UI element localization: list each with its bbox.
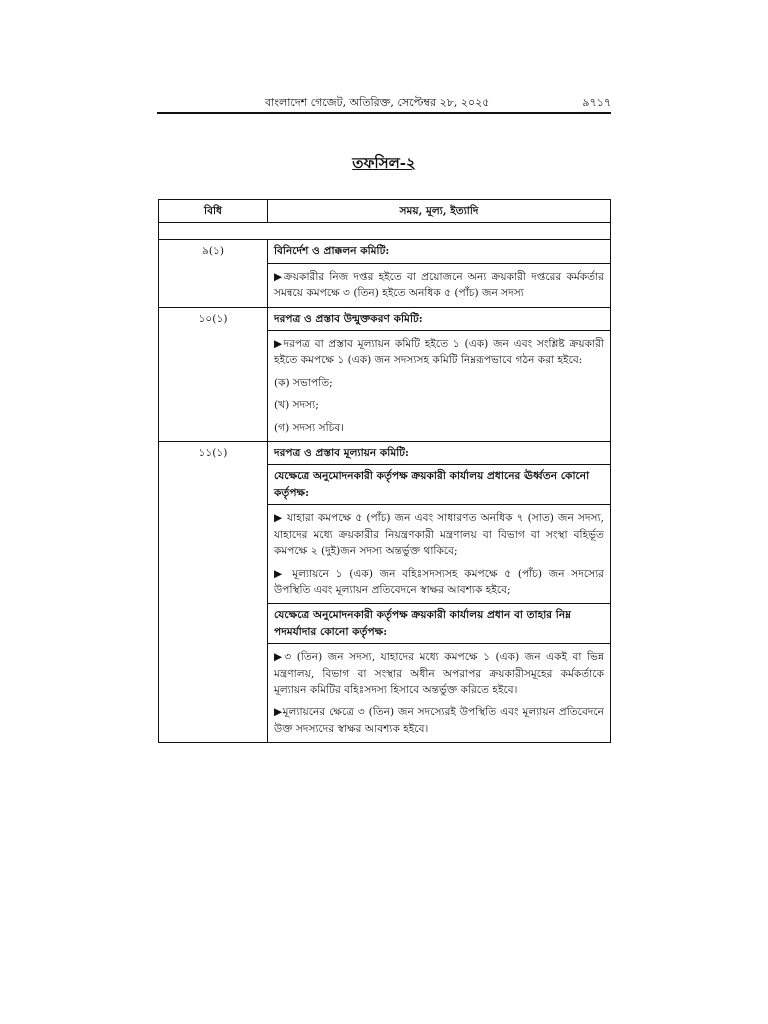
row-content [268,263,611,307]
content-line: ▶দরপত্র বা প্রস্তাব মূল্যায়ন কমিটি হইতে ১ (এক) জন এবং সংশ্লিষ্ট ক্রয়কারী হইতে কমপক্ষে ১ (এক) জন সদস্যসহ কমিটি নিম্নরূপভাবে গঠন করা হইবে: [274,338,604,367]
content-line: ▶ক্রয়কারীর নিজ দপ্তর হইতে বা প্রয়োজনে অন্য ক্রয়কারী দপ্তরের কর্মকর্তার সমন্বয়ে কমপক্ষে ৩ (তিন) হইতে অনধিক ৫ (পাঁচ) জন সদস্য [274,270,604,300]
rule-number: ১০(১) [159,307,268,441]
row-content [268,331,611,442]
row-heading: দরপত্র ও প্রস্তাব মূল্যায়ন কমিটি: [268,442,611,465]
column-header-details: সময়, মূল্য, ইত্যাদি [268,200,611,223]
sub-heading: যেক্ষেত্রে অনুমোদনকারী কর্তৃপক্ষ ক্রয়কারী কার্যালয় প্রধান বা তাহার নিম্ন পদমর্যাদার কোনো কর্তৃপক্ষ: [268,604,611,644]
content-line: ▶ যাহারা কমপক্ষে ৫ (পাঁচ) জন এবং সাধারণত অনধিক ৭ (সাত) জন সদস্য, যাহাদের মধ্যে ক্রয়কারীর নিয়ন্ত্রণকারী মন্ত্রণালয় বা বিভাগ বা সংস্থা বহির্ভূত কমপক্ষে ২ (দুই)জন সদস্য অন্তর্ভুক্ত থাকিবে; [274,512,604,558]
content-line: ▶মূল্যায়নের ক্ষেত্রে ৩ (তিন) জন সদস্যেরই উপস্থিতি এবং মূল্যায়ন প্রতিবেদনে উক্ত সদস্যদের স্বাক্ষর আবশ্যক হইবে। [274,706,604,735]
row-heading: দরপত্র ও প্রস্তাব উন্মুক্তকরণ কমিটি: [268,307,611,330]
table-row [159,442,611,465]
table-row [159,307,611,330]
content-line: (খ) সদস্য; [274,399,319,412]
column-header-rule: বিধি [159,200,268,223]
row-content [268,505,611,604]
schedule-title-text: তফসিল-২ [352,154,416,172]
schedule-table [158,199,611,743]
row-content [268,644,611,743]
sub-heading: যেক্ষেত্রে অনুমোদনকারী কর্তৃপক্ষ ক্রয়কারী কার্যালয় প্রধানের ঊর্ধ্বতন কোনো কর্তৃপক্ষ: [268,465,611,505]
rule-number: ৯(১) [159,240,268,307]
content-line: ▶ মূল্যায়নে ১ (এক) জন বহিঃসদস্যসহ কমপক্ষে ৫ (পাঁচ) জন সদস্যের উপস্থিতি এবং মূল্যায়ন প্রতিবেদনে স্বাক্ষর আবশ্যক হইবে; [274,567,604,596]
content-line: (গ) সদস্য সচিব। [274,421,345,434]
page-number: ৯৭১৭ [582,96,611,109]
spacer-cell [159,223,611,240]
table-header-row [159,200,611,223]
row-heading: বিনির্দেশ ও প্রাক্কলন কমিটি: [268,240,611,263]
content-line: ▶৩ (তিন) জন সদস্য, যাহাদের মধ্যে কমপক্ষে ১ (এক) জন একই বা ভিন্ন মন্ত্রণালয়, বিভাগ বা সংস্থার অধীন অপরাপর ক্রয়কারীসমূহের কর্মকর্তাকে মূল্যায়ন কমিটির বহিঃসদস্য হিসাবে অন্তর্ভুক্ত করিতে হইবে। [274,651,604,696]
table-row [159,240,611,263]
gazette-line: বাংলাদেশ গেজেট, অতিরিক্ত, সেপ্টেম্বর ২৮, ২০২৫ [265,96,490,109]
running-header [157,94,611,114]
content-line: (ক) সভাপতি; [274,376,333,389]
rule-number: ১১(১) [159,442,268,743]
schedule-title [0,152,768,177]
spacer-row [159,223,611,240]
